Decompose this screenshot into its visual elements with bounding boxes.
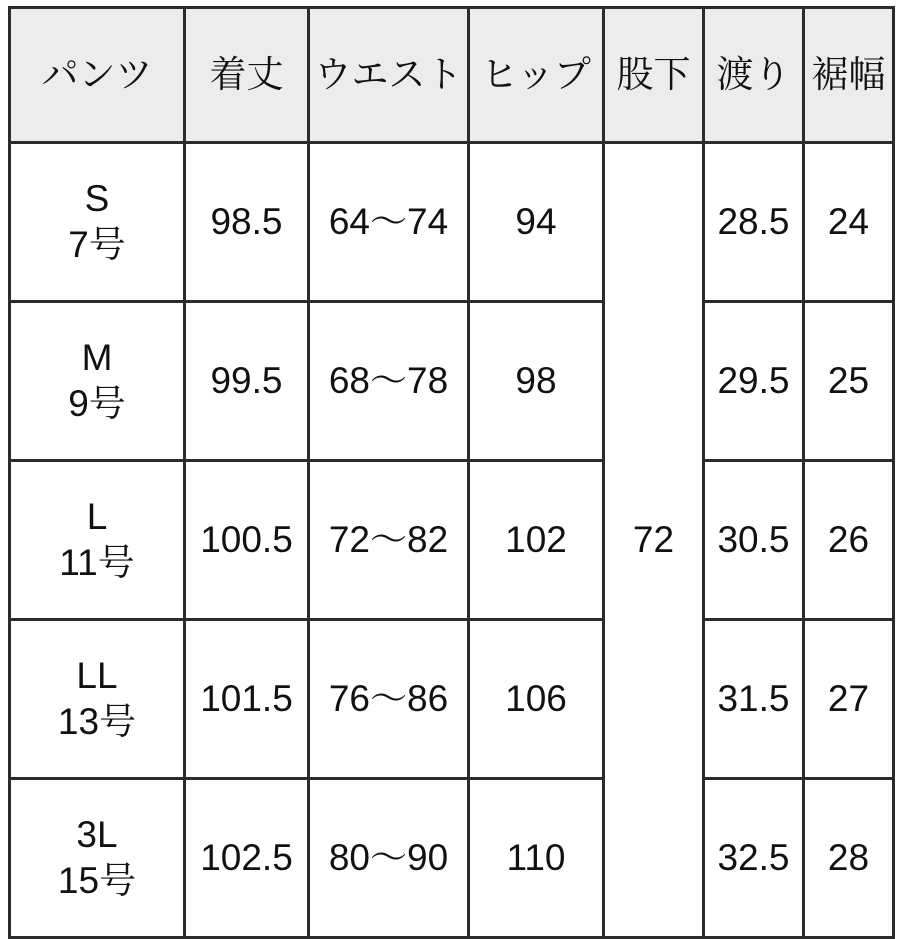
column-header-length: 着丈 [185,8,309,143]
cell-waist: 80〜90 [309,779,469,938]
cell-hip: 110 [469,779,604,938]
cell-length: 101.5 [185,620,309,779]
table-header-row [10,8,894,143]
cell-size-name [10,302,185,461]
pants-size-table [8,6,895,939]
cell-thigh: 32.5 [704,779,804,938]
size-label: LL [76,654,118,696]
column-header-thigh: 渡り [704,8,804,143]
cell-thigh: 31.5 [704,620,804,779]
cell-size-name [10,143,185,302]
cell-hem: 25 [804,302,894,461]
cell-waist: 76〜86 [309,620,469,779]
cell-hem: 28 [804,779,894,938]
table-row [10,143,894,302]
cell-hip: 98 [469,302,604,461]
column-header-hip: ヒップ [469,8,604,143]
size-label: M [81,336,113,378]
cell-thigh: 28.5 [704,143,804,302]
size-label: 3L [76,813,118,855]
cell-length: 102.5 [185,779,309,938]
cell-length: 100.5 [185,461,309,620]
size-label-jp: 11号 [59,542,135,583]
cell-waist: 68〜78 [309,302,469,461]
column-header-pants: パンツ [10,8,185,143]
cell-size-name [10,779,185,938]
table-row [10,620,894,779]
cell-thigh: 29.5 [704,302,804,461]
table-row [10,779,894,938]
cell-size-name [10,461,185,620]
table-body [10,143,894,938]
cell-waist: 64〜74 [309,143,469,302]
table-row [10,302,894,461]
cell-hip: 102 [469,461,604,620]
table-header [10,8,894,143]
column-header-waist: ウエスト [309,8,469,143]
table-row [10,461,894,620]
size-label-jp: 9号 [68,383,126,424]
size-label-jp: 7号 [68,224,126,265]
size-label: L [86,495,108,537]
cell-thigh: 30.5 [704,461,804,620]
cell-hip: 106 [469,620,604,779]
cell-inseam-merged: 72 [604,143,704,938]
cell-hem: 27 [804,620,894,779]
column-header-hem: 裾幅 [804,8,894,143]
cell-length: 99.5 [185,302,309,461]
cell-hem: 26 [804,461,894,620]
column-header-inseam: 股下 [604,8,704,143]
size-label: S [84,177,110,219]
cell-waist: 72〜82 [309,461,469,620]
cell-length: 98.5 [185,143,309,302]
size-label-jp: 15号 [57,860,137,901]
cell-hem: 24 [804,143,894,302]
cell-hip: 94 [469,143,604,302]
size-label-jp: 13号 [57,701,137,742]
cell-size-name [10,620,185,779]
